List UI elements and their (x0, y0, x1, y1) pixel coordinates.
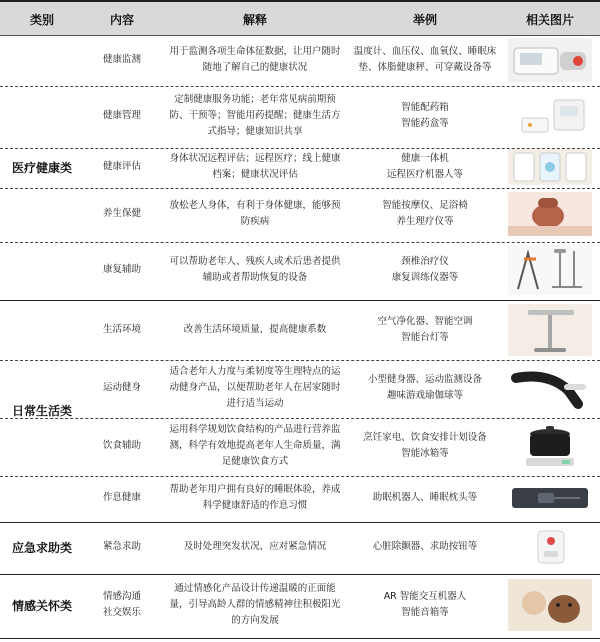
desk-lamp-icon (508, 304, 592, 356)
header-explanation: 解释 (242, 12, 267, 27)
explanation-rehab-assist: 可以帮助老年人、残疾人或术后患者提供辅助或者帮助恢复的设备 (169, 256, 341, 283)
examples-emergency-call: 心脏除颤器、求助按钮等 (372, 541, 478, 552)
explanation-health-assessment: 身体状况远程评估；远程医疗；线上健康档案；健康状况评估 (169, 153, 341, 180)
explanation-sleep-health: 帮助老年用户拥有良好的睡眠体验，养成科学健康舒适的作息习惯 (169, 484, 341, 511)
table-bottom-border (0, 638, 600, 639)
examples-diet-assist: 烹饪家电、饮食安排计划设备 智能冰箱等 (363, 432, 487, 459)
image-diet-assist (504, 418, 596, 474)
explanation-diet-assist: 运用科学规划饮食结构的产品进行营养监测，科学有效地提高老年人生命质量，满足健康饮食方式 (169, 424, 341, 467)
header-content: 内容 (109, 12, 134, 27)
image-health-assessment (504, 148, 596, 186)
explanation-emergency-call: 及时处理突发状况，应对紧急情况 (183, 541, 327, 552)
image-wellness-care (504, 188, 596, 240)
massager-icon (508, 192, 592, 236)
health-kiosk-icon (508, 149, 592, 185)
sleep-mat-icon (508, 478, 592, 518)
examples-emotional-social: AR 智能交互机器人 智能音箱等 (383, 591, 467, 618)
companion-robot-icon (508, 579, 592, 631)
content-rehab-assist: 康复辅助 (102, 264, 141, 275)
explanation-health-management: 定制健康服务功能；老年常见病前期预防、干预等；智能用药提醒；健康生活方式指导；健康知识共享 (169, 94, 341, 137)
category-medical-health: 医疗健康类 (11, 160, 72, 175)
fitness-band-icon (508, 362, 592, 414)
header-category: 类别 (29, 12, 54, 27)
defibrillator-icon (508, 525, 592, 569)
image-emergency-call (504, 522, 596, 572)
explanation-health-monitoring: 用于监测各项生命体征数据，让用户随时随地了解自己的健康状况 (169, 46, 341, 73)
image-health-management (504, 86, 596, 146)
blood-pressure-monitor-icon (508, 38, 592, 82)
examples-exercise: 小型健身器、运动监测设备 趣味游戏瑜伽球等 (367, 374, 482, 401)
content-sleep-health: 作息健康 (102, 492, 141, 503)
explanation-emotional-social: 通过情感化产品设计传递温暖的正面能量，引导高龄人群的情感精神往积极阳光的方向发展 (169, 583, 341, 626)
explanation-wellness-care: 放松老人身体，有利于身体健康，能够预防疾病 (169, 200, 341, 227)
examples-sleep-health: 助眠机器人、睡眠枕头等 (372, 492, 478, 503)
content-emergency-call: 紧急求助 (102, 541, 141, 552)
smart-cooker-icon (508, 420, 592, 472)
content-living-environment: 生活环境 (102, 324, 141, 335)
explanation-exercise: 适合老年人力度与柔韧度等生理特点的运动健身产品，以便帮助老年人在居家随时进行适当运动 (169, 366, 341, 409)
content-wellness-care: 养生保健 (102, 208, 141, 219)
content-diet-assist: 饮食辅助 (102, 440, 141, 451)
image-exercise (504, 360, 596, 416)
content-health-assessment: 健康评估 (102, 161, 141, 172)
examples-living-environment: 空气净化器、智能空调 智能台灯等 (377, 316, 473, 343)
category-daily-living: 日常生活类 (11, 403, 72, 418)
content-emotional-social: 情感沟通 社交娱乐 (102, 591, 141, 618)
content-health-monitoring: 健康监测 (102, 54, 141, 65)
image-sleep-health (504, 476, 596, 520)
header-examples: 举例 (412, 12, 437, 27)
explanation-living-environment: 改善生活环境质量，提高健康系数 (183, 324, 327, 335)
examples-rehab-assist: 颈椎治疗仪 康复训练仪器等 (391, 256, 459, 283)
category-emotional-care: 情感关怀类 (11, 598, 72, 613)
examples-health-monitoring: 温度计、血压仪、血氧仪、睡眠床垫、体脂健康秤、可穿戴设备等 (353, 46, 497, 73)
group-divider (0, 300, 600, 301)
table-header (0, 0, 600, 36)
header-images: 相关图片 (525, 12, 574, 27)
content-health-management: 健康管理 (102, 110, 141, 121)
image-emotional-social (504, 574, 596, 636)
examples-wellness-care: 智能按摩仪、足浴椅 养生理疗仪等 (382, 200, 468, 227)
image-health-monitoring (504, 36, 596, 84)
image-rehab-assist (504, 242, 596, 298)
smart-pill-box-icon (508, 94, 592, 138)
image-living-environment (504, 302, 596, 358)
rehab-walker-icon (508, 245, 592, 295)
examples-health-management: 智能配药箱 智能药盒等 (401, 102, 449, 129)
category-emergency-help: 应急求助类 (11, 540, 72, 555)
content-exercise: 运动健身 (102, 382, 141, 393)
examples-health-assessment: 健康一体机 远程医疗机器人等 (386, 153, 463, 180)
